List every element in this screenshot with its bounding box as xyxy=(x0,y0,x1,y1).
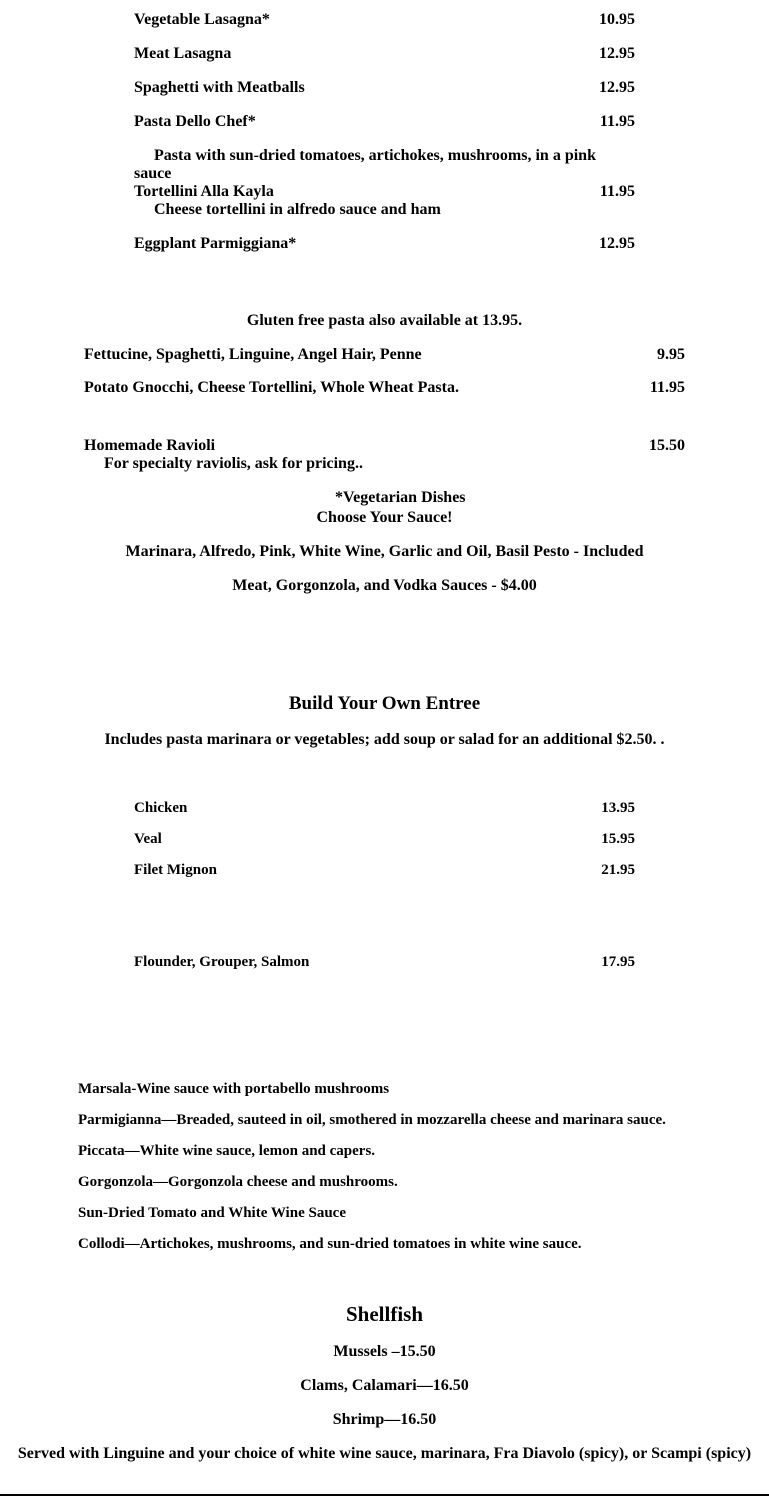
menu-item-name: Vegetable Lasagna* xyxy=(134,11,270,28)
pasta-type-price: 11.95 xyxy=(649,379,685,396)
menu-item-name: Spaghetti with Meatballs xyxy=(134,79,305,96)
pasta-type-name: Potato Gnocchi, Cheese Tortellini, Whole Wheat Pasta. xyxy=(84,379,459,396)
protein-name: Chicken xyxy=(134,800,188,816)
gluten-free-note: Gluten free pasta also available at 13.95. xyxy=(246,312,523,329)
protein-name: Filet Mignon xyxy=(134,862,217,878)
protein-name: Flounder, Grouper, Salmon xyxy=(134,954,310,970)
protein-price: 17.95 xyxy=(601,954,635,970)
menu-item-price: 11.95 xyxy=(599,113,635,130)
ravioli-price: 15.50 xyxy=(649,437,685,454)
menu-item-price: 10.95 xyxy=(599,11,635,28)
shellfish-item: Clams, Calamari—16.50 xyxy=(300,1377,469,1394)
shellfish-item: Shrimp—16.50 xyxy=(332,1411,437,1428)
style-item: Piccata—White wine sauce, lemon and capers. xyxy=(78,1143,376,1159)
shellfish-note: Served with Linguine and your choice of white wine sauce, marinara, Fra Diavolo (spicy), or Scampi (spicy) xyxy=(17,1445,752,1462)
menu-item-price: 12.95 xyxy=(599,45,635,62)
menu-item-name: Pasta Dello Chef* xyxy=(134,113,256,130)
menu-item-description: Cheese tortellini in alfredo sauce and ham xyxy=(154,201,441,218)
ravioli-note: For specialty raviolis, ask for pricing.. xyxy=(104,455,363,472)
menu-item-name: Tortellini Alla Kayla xyxy=(134,183,274,200)
menu-item-price: 11.95 xyxy=(599,183,635,200)
menu-item-price: 12.95 xyxy=(599,235,635,252)
section-title-shellfish: Shellfish xyxy=(345,1302,424,1326)
menu-item-name: Meat Lasagna xyxy=(134,45,232,62)
ravioli-name: Homemade Ravioli xyxy=(84,437,216,454)
protein-price: 21.95 xyxy=(601,862,635,878)
shellfish-item: Mussels –15.50 xyxy=(333,1343,436,1360)
style-item: Gorgonzola—Gorgonzola cheese and mushrooms. xyxy=(78,1174,398,1190)
sauce-extra: Meat, Gorgonzola, and Vodka Sauces - $4.00 xyxy=(232,577,537,594)
build-entree-subtitle: Includes pasta marinara or vegetables; add soup or salad for an additional $2.50. . xyxy=(104,731,665,748)
pasta-type-name: Fettucine, Spaghetti, Linguine, Angel Hair, Penne xyxy=(84,346,422,363)
bottom-divider xyxy=(0,1494,769,1496)
style-item: Parmigianna—Breaded, sauteed in oil, smothered in mozzarella cheese and marinara sauce. xyxy=(78,1112,666,1128)
protein-name: Veal xyxy=(134,831,162,847)
sauce-title: Choose Your Sauce! xyxy=(316,509,453,526)
style-item: Marsala-Wine sauce with portabello mushrooms xyxy=(78,1081,390,1097)
style-item: Sun-Dried Tomato and White Wine Sauce xyxy=(78,1205,346,1221)
section-title-build-entree: Build Your Own Entree xyxy=(288,693,481,714)
protein-price: 15.95 xyxy=(601,831,635,847)
protein-price: 13.95 xyxy=(601,800,635,816)
vegetarian-note: *Vegetarian Dishes xyxy=(335,489,466,506)
style-item: Collodi—Artichokes, mushrooms, and sun-dried tomatoes in white wine sauce. xyxy=(78,1236,582,1252)
menu-item-name: Eggplant Parmiggiana* xyxy=(134,235,297,252)
menu-item-description: Pasta with sun-dried tomatoes, artichokes, mushrooms, in a pink sauce xyxy=(134,147,596,182)
pasta-type-price: 9.95 xyxy=(657,346,685,363)
sauce-included: Marinara, Alfredo, Pink, White Wine, Garlic and Oil, Basil Pesto - Included xyxy=(125,543,644,560)
menu-item-price: 12.95 xyxy=(599,79,635,96)
